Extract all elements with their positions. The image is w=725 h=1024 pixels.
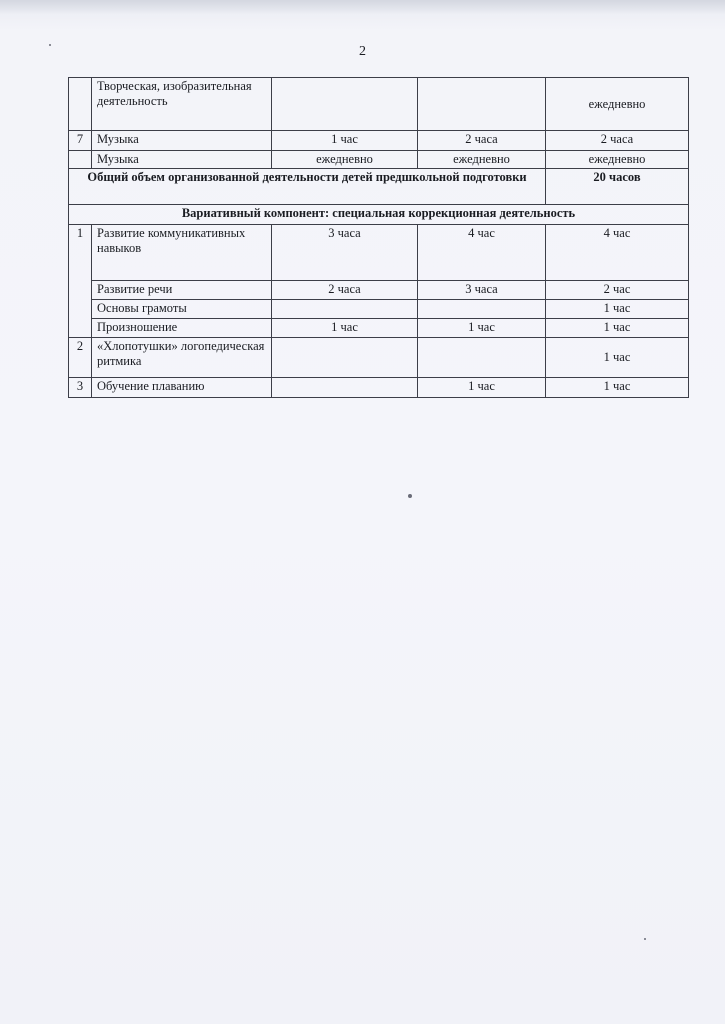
activity-name: Музыка bbox=[92, 131, 272, 151]
hours-cell: ежедневно bbox=[272, 151, 418, 169]
hours-cell bbox=[272, 78, 418, 131]
hours-cell: 3 часа bbox=[272, 225, 418, 281]
hours-cell: 4 час bbox=[546, 225, 689, 281]
hours-cell: 3 часа bbox=[418, 281, 546, 300]
hours-cell bbox=[272, 338, 418, 378]
table-row bbox=[69, 300, 689, 319]
hours-cell bbox=[272, 378, 418, 398]
hours-cell: 2 часа bbox=[272, 281, 418, 300]
section-heading-row bbox=[69, 205, 689, 225]
hours-cell: 1 час bbox=[546, 338, 689, 378]
scan-speck bbox=[408, 494, 412, 498]
hours-cell: 2 часа bbox=[418, 131, 546, 151]
table-row bbox=[69, 281, 689, 300]
hours-cell: 1 час bbox=[272, 131, 418, 151]
activity-name: Произношение bbox=[92, 319, 272, 338]
table-row bbox=[69, 338, 689, 378]
hours-cell: 2 часа bbox=[546, 131, 689, 151]
total-label: Общий объем организованной деятельности детей предшкольной подготовки bbox=[69, 169, 546, 205]
hours-cell: ежедневно bbox=[546, 151, 689, 169]
hours-cell bbox=[418, 300, 546, 319]
hours-cell: 1 час bbox=[546, 319, 689, 338]
variative-heading: Вариативный компонент: специальная коррекционная деятельность bbox=[69, 205, 689, 225]
scan-speck bbox=[644, 938, 646, 940]
table-row bbox=[69, 319, 689, 338]
hours-cell: 1 час bbox=[546, 378, 689, 398]
page-number: 2 bbox=[359, 44, 366, 59]
hours-cell: 1 час bbox=[418, 319, 546, 338]
row-number: 1 bbox=[69, 225, 92, 338]
activity-name: Развитие речи bbox=[92, 281, 272, 300]
row-number: 3 bbox=[69, 378, 92, 398]
hours-cell bbox=[272, 300, 418, 319]
row-number bbox=[69, 78, 92, 131]
total-value: 20 часов bbox=[546, 169, 689, 205]
table-row bbox=[69, 378, 689, 398]
hours-cell: ежедневно bbox=[546, 78, 689, 131]
activity-name: Обучение плаванию bbox=[92, 378, 272, 398]
hours-cell: 1 час bbox=[418, 378, 546, 398]
row-number: 7 bbox=[69, 131, 92, 151]
hours-cell bbox=[418, 338, 546, 378]
table-row bbox=[69, 78, 689, 131]
activity-name: «Хлопотушки» логопедическая ритмика bbox=[92, 338, 272, 378]
row-number bbox=[69, 151, 92, 169]
hours-cell: ежедневно bbox=[418, 151, 546, 169]
activity-name: Развитие коммуникативных навыков bbox=[92, 225, 272, 281]
table-row bbox=[69, 151, 689, 169]
scan-speck bbox=[49, 44, 51, 46]
scan-edge-shadow bbox=[0, 0, 725, 14]
total-row bbox=[69, 169, 689, 205]
activity-name: Творческая, изобразительная деятельность bbox=[92, 78, 272, 131]
hours-cell: 2 час bbox=[546, 281, 689, 300]
table-row bbox=[69, 131, 689, 151]
activity-name: Музыка bbox=[92, 151, 272, 169]
hours-cell: 1 час bbox=[546, 300, 689, 319]
row-number: 2 bbox=[69, 338, 92, 378]
hours-cell: 1 час bbox=[272, 319, 418, 338]
activity-name: Основы грамоты bbox=[92, 300, 272, 319]
hours-cell bbox=[418, 78, 546, 131]
table-row bbox=[69, 225, 689, 281]
schedule-table bbox=[68, 77, 689, 398]
hours-cell: 4 час bbox=[418, 225, 546, 281]
